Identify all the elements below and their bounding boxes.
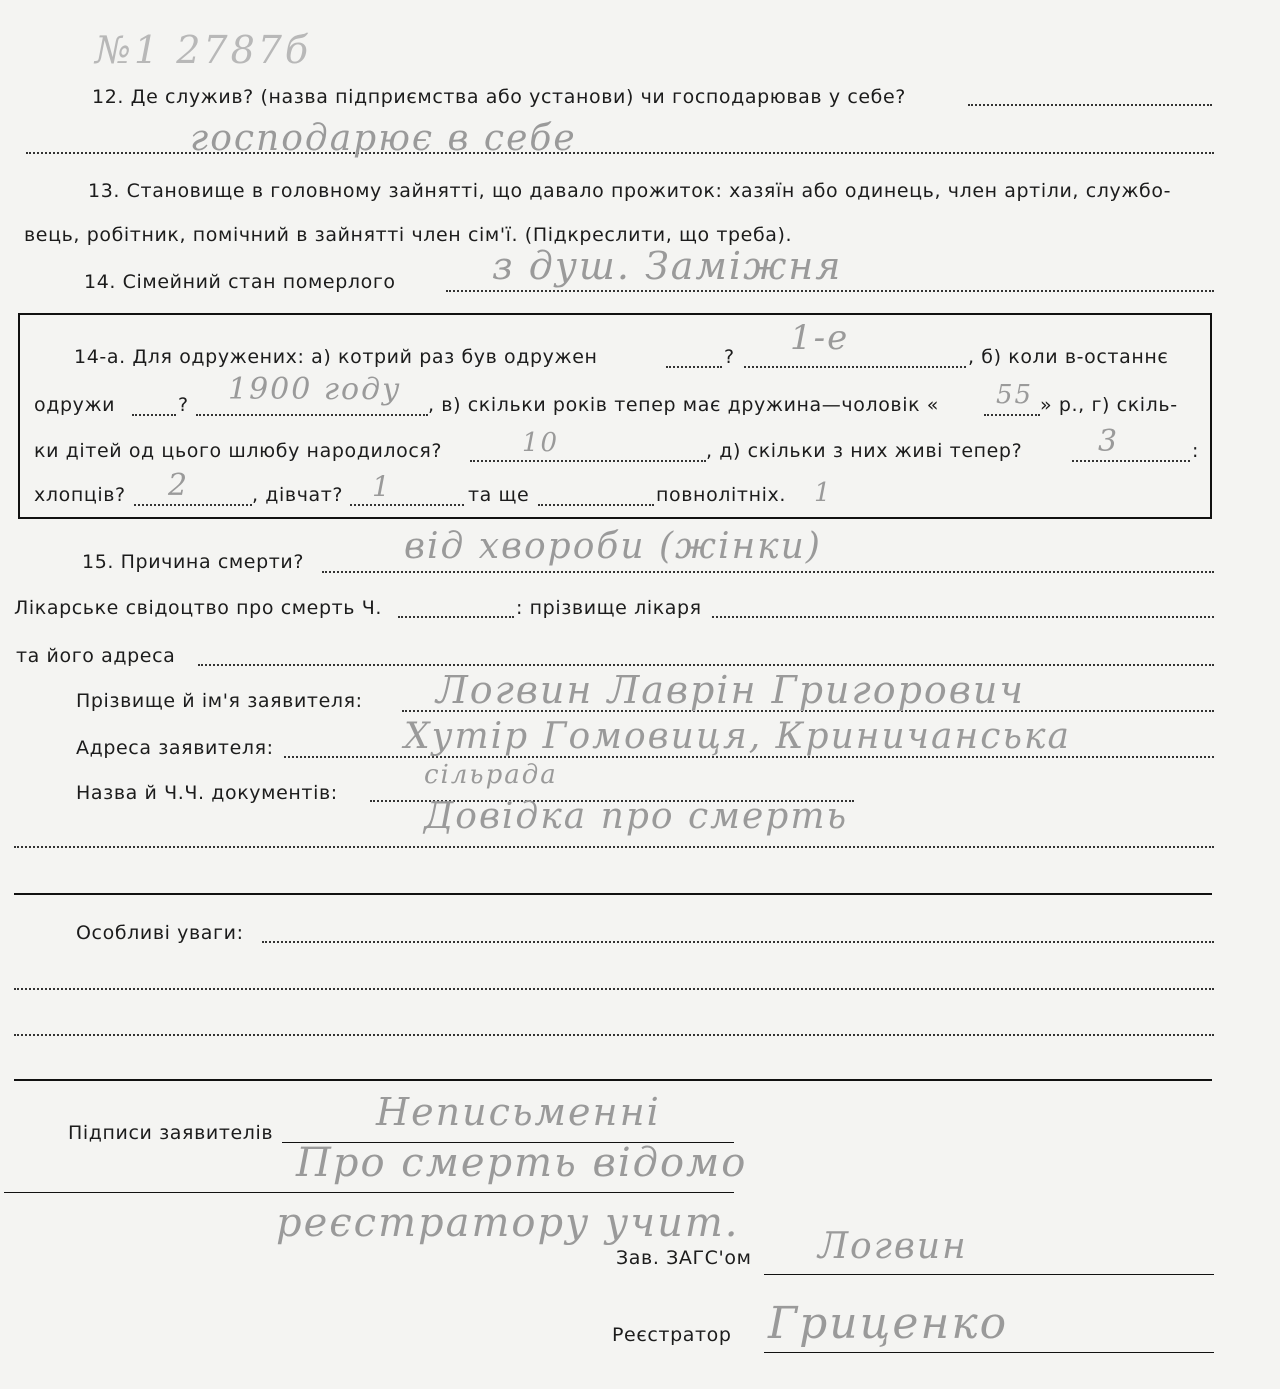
q14a-part5: » р., г) скіль- <box>1040 394 1178 416</box>
q14a-part3: одружи <box>34 394 116 416</box>
q14a-b-line <box>196 414 428 416</box>
q12-answer-line <box>968 104 1212 106</box>
medical-label: Лікарське свідоцтво про смерть Ч. <box>14 597 382 619</box>
doctor-label: : прізвище лікаря <box>516 597 702 619</box>
q14a-part4: , в) скільки років тепер має дружина—чоловік « <box>428 394 940 416</box>
q14a-girls-answer: 1 <box>372 470 392 503</box>
q14a-a-answer: 1-е <box>790 318 850 358</box>
section-rule-2 <box>14 1079 1212 1081</box>
remarks-line-2 <box>14 988 1214 990</box>
q14a-part1: 14-а. Для одружених: а) котрий раз був одружен <box>74 346 598 368</box>
q14a-part11: повнолітніх. <box>656 484 786 506</box>
q14a-colon: : <box>1192 440 1200 462</box>
signatures-text-2: Про смерть відомо <box>296 1140 748 1186</box>
q14a-girls-line <box>350 504 464 506</box>
registrar-line <box>764 1352 1214 1353</box>
zags-head-signature: Логвин <box>818 1226 968 1267</box>
q12-label: 12. Де служив? (назва підприємства або установи) чи господарював у себе? <box>92 86 906 108</box>
remarks-line-3 <box>14 1034 1214 1036</box>
q14a-boys-line <box>134 504 252 506</box>
documents-label: Назва й Ч.Ч. документів: <box>76 782 338 804</box>
q14a-part10: та ще <box>468 484 530 506</box>
q14a-qmark-1: ? <box>724 346 735 368</box>
q14a-part7: , д) скільки з них живі тепер? <box>706 440 1023 462</box>
q14a-part6: ки дітей од цього шлюбу народилося? <box>34 440 443 462</box>
applicant-address-answer: Хутір Гомовиця, Криничанська <box>404 716 1071 757</box>
registrar-label: Реєстратор <box>612 1324 732 1346</box>
q14a-b-answer: 1900 году <box>228 372 402 407</box>
q14a-part2: , б) коли в-останнє <box>968 346 1169 368</box>
applicant-name-answer: Логвин Лаврін Григорович <box>436 668 1026 712</box>
signatures-label: Підписи заявителів <box>68 1122 274 1144</box>
q15-label: 15. Причина смерти? <box>82 551 305 573</box>
signatures-text-1: Неписьменні <box>376 1090 661 1134</box>
q14a-adult-answer: 1 <box>814 478 833 508</box>
q15-answer-line <box>322 571 1214 573</box>
section-rule-1 <box>14 893 1212 895</box>
zags-head-label: Зав. ЗАГС'ом <box>616 1247 752 1269</box>
signatures-line-2 <box>4 1192 734 1193</box>
doctor-address-label: та його адреса <box>16 645 176 667</box>
remarks-line-1 <box>262 941 1214 943</box>
q14-label: 14. Сімейний стан померлого <box>84 271 396 293</box>
q14a-a-line <box>744 366 966 368</box>
q14a-c-line <box>984 414 1040 416</box>
zags-head-line <box>764 1274 1214 1275</box>
q14a-qmark-2: ? <box>178 394 189 416</box>
q14a-dots-2 <box>132 414 176 416</box>
q14a-e-answer: 3 <box>1098 424 1120 459</box>
q14a-part8: хлопців? <box>34 484 126 506</box>
applicant-address-answer-2: сільрада <box>424 760 558 790</box>
documents-answer: Довідка про смерть <box>424 796 849 837</box>
q13-line-1: 13. Становище в головному зайнятті, що давало прожиток: хазяїн або одинець, член артіли, службо- <box>88 180 1172 202</box>
q14-answer-line <box>446 290 1214 292</box>
q14a-d-answer: 10 <box>522 428 560 458</box>
applicant-name-label: Прізвище й ім'я заявителя: <box>76 690 363 712</box>
q14a-e-line <box>1072 460 1190 462</box>
q14a-adult-line <box>538 504 654 506</box>
q14a-dots-1 <box>666 366 722 368</box>
documents-line-2 <box>14 846 1214 848</box>
registrar-signature: Гриценко <box>768 1298 1009 1349</box>
q14a-c-answer: 55 <box>996 380 1034 410</box>
q12-answer: господарює в себе <box>190 118 577 159</box>
q15-answer: від хвороби (жінки) <box>404 526 822 567</box>
q14a-boys-answer: 2 <box>168 468 190 503</box>
doctor-line <box>712 616 1214 618</box>
remarks-label: Особливі уваги: <box>76 922 244 944</box>
applicant-address-label: Адреса заявителя: <box>76 737 274 759</box>
q13-line-2: вець, робітник, помічний в зайнятті член сім'ї. (Підкреслити, що треба). <box>24 224 793 246</box>
q14a-d-line <box>470 460 706 462</box>
archive-mark: №1 2787б <box>95 28 312 72</box>
medical-number-line <box>398 616 514 618</box>
q14-answer: з душ. Заміжня <box>492 244 843 288</box>
doctor-address-line <box>198 664 1214 666</box>
q14a-box <box>18 313 1212 519</box>
signatures-text-3: реєстратору учит. <box>276 1200 740 1246</box>
q14a-part9: , дівчат? <box>252 484 344 506</box>
